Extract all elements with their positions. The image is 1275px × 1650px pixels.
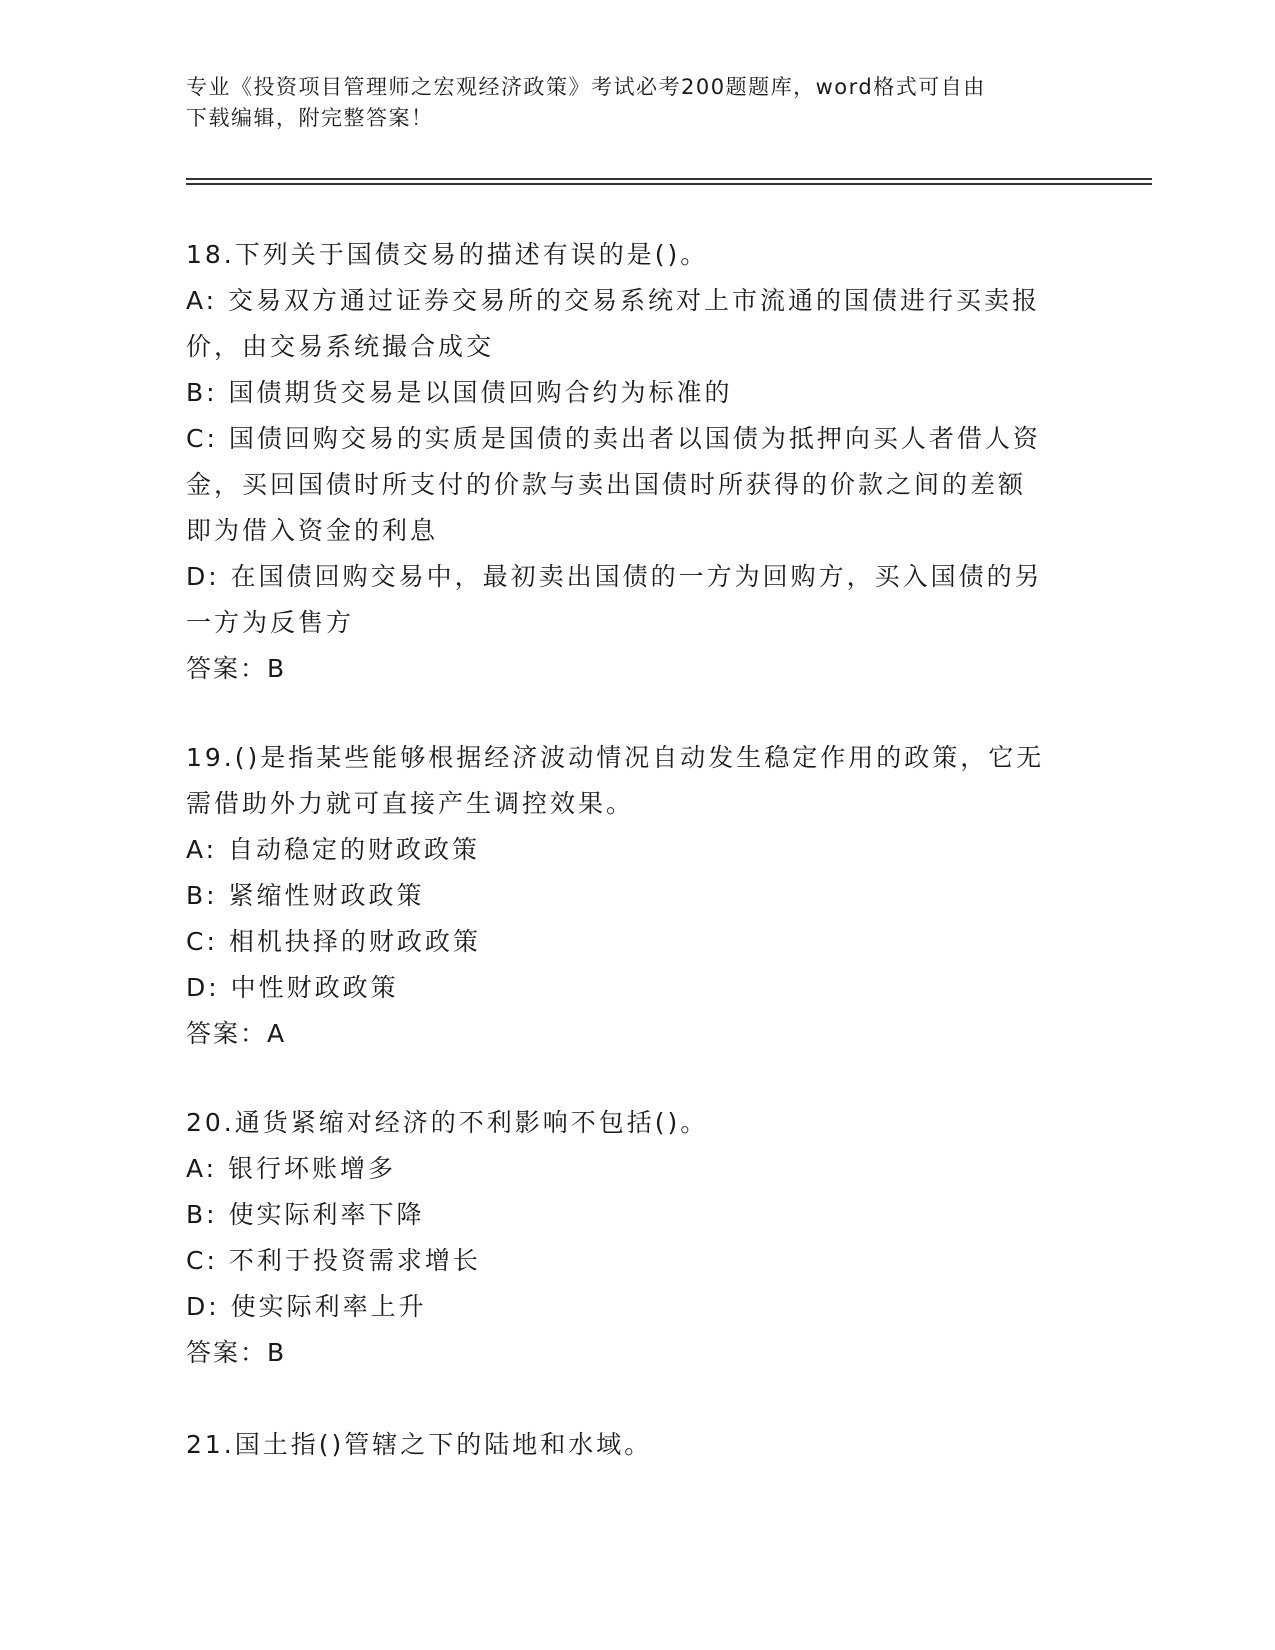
answer: 答案：B: [186, 654, 287, 683]
option-c: C: 相机抉择的财政政策: [186, 927, 481, 956]
header-line-2: 下载编辑，附完整答案！: [186, 106, 434, 130]
option-b: B: 使实际利率下降: [186, 1200, 425, 1229]
option-a: A: 交易双方通过证券交易所的交易系统对上市流通的国债进行买卖报: [186, 286, 1041, 315]
option-d: D: 中性财政政策: [186, 973, 399, 1002]
question-stem-continued: 需借助外力就可直接产生调控效果。: [186, 789, 635, 818]
question-21: [186, 1422, 1076, 1468]
header-divider-top: [186, 178, 1152, 180]
option-a-continued: 价，由交易系统撮合成交: [186, 332, 495, 361]
option-b: B: 紧缩性财政政策: [186, 881, 425, 910]
option-c: C: 国债回购交易的实质是国债的卖出者以国债为抵押向买人者借人资: [186, 424, 1041, 453]
document-header: [186, 72, 1066, 134]
question-stem: 19.()是指某些能够根据经济波动情况自动发生稳定作用的政策，它无: [186, 743, 1045, 772]
header-line-1: 专业《投资项目管理师之宏观经济政策》考试必考200题题库，word格式可自由: [186, 75, 986, 99]
question-20: [186, 1100, 1076, 1376]
option-c-continued: 金，买回国债时所支付的价款与卖出国债时所获得的价款之间的差额: [186, 470, 1027, 499]
header-divider-bottom: [186, 183, 1152, 185]
question-stem: 21.国土指()管辖之下的陆地和水域。: [186, 1430, 653, 1459]
question-19: [186, 735, 1076, 1057]
option-d: D: 在国债回购交易中，最初卖出国债的一方为回购方，买入国债的另: [186, 562, 1043, 591]
question-18: [186, 232, 1076, 692]
option-b: B: 国债期货交易是以国债回购合约为标准的: [186, 378, 733, 407]
option-d: D: 使实际利率上升: [186, 1292, 427, 1321]
answer: 答案：B: [186, 1338, 287, 1367]
option-a: A: 自动稳定的财政政策: [186, 835, 481, 864]
answer: 答案：A: [186, 1019, 287, 1048]
option-c-continued-2: 即为借入资金的利息: [186, 516, 439, 545]
question-stem: 20.通货紧缩对经济的不利影响不包括()。: [186, 1108, 709, 1137]
option-d-continued: 一方为反售方: [186, 608, 355, 637]
option-c: C: 不利于投资需求增长: [186, 1246, 481, 1275]
question-stem: 18.下列关于国债交易的描述有误的是()。: [186, 240, 709, 269]
option-a: A: 银行坏账增多: [186, 1154, 397, 1183]
